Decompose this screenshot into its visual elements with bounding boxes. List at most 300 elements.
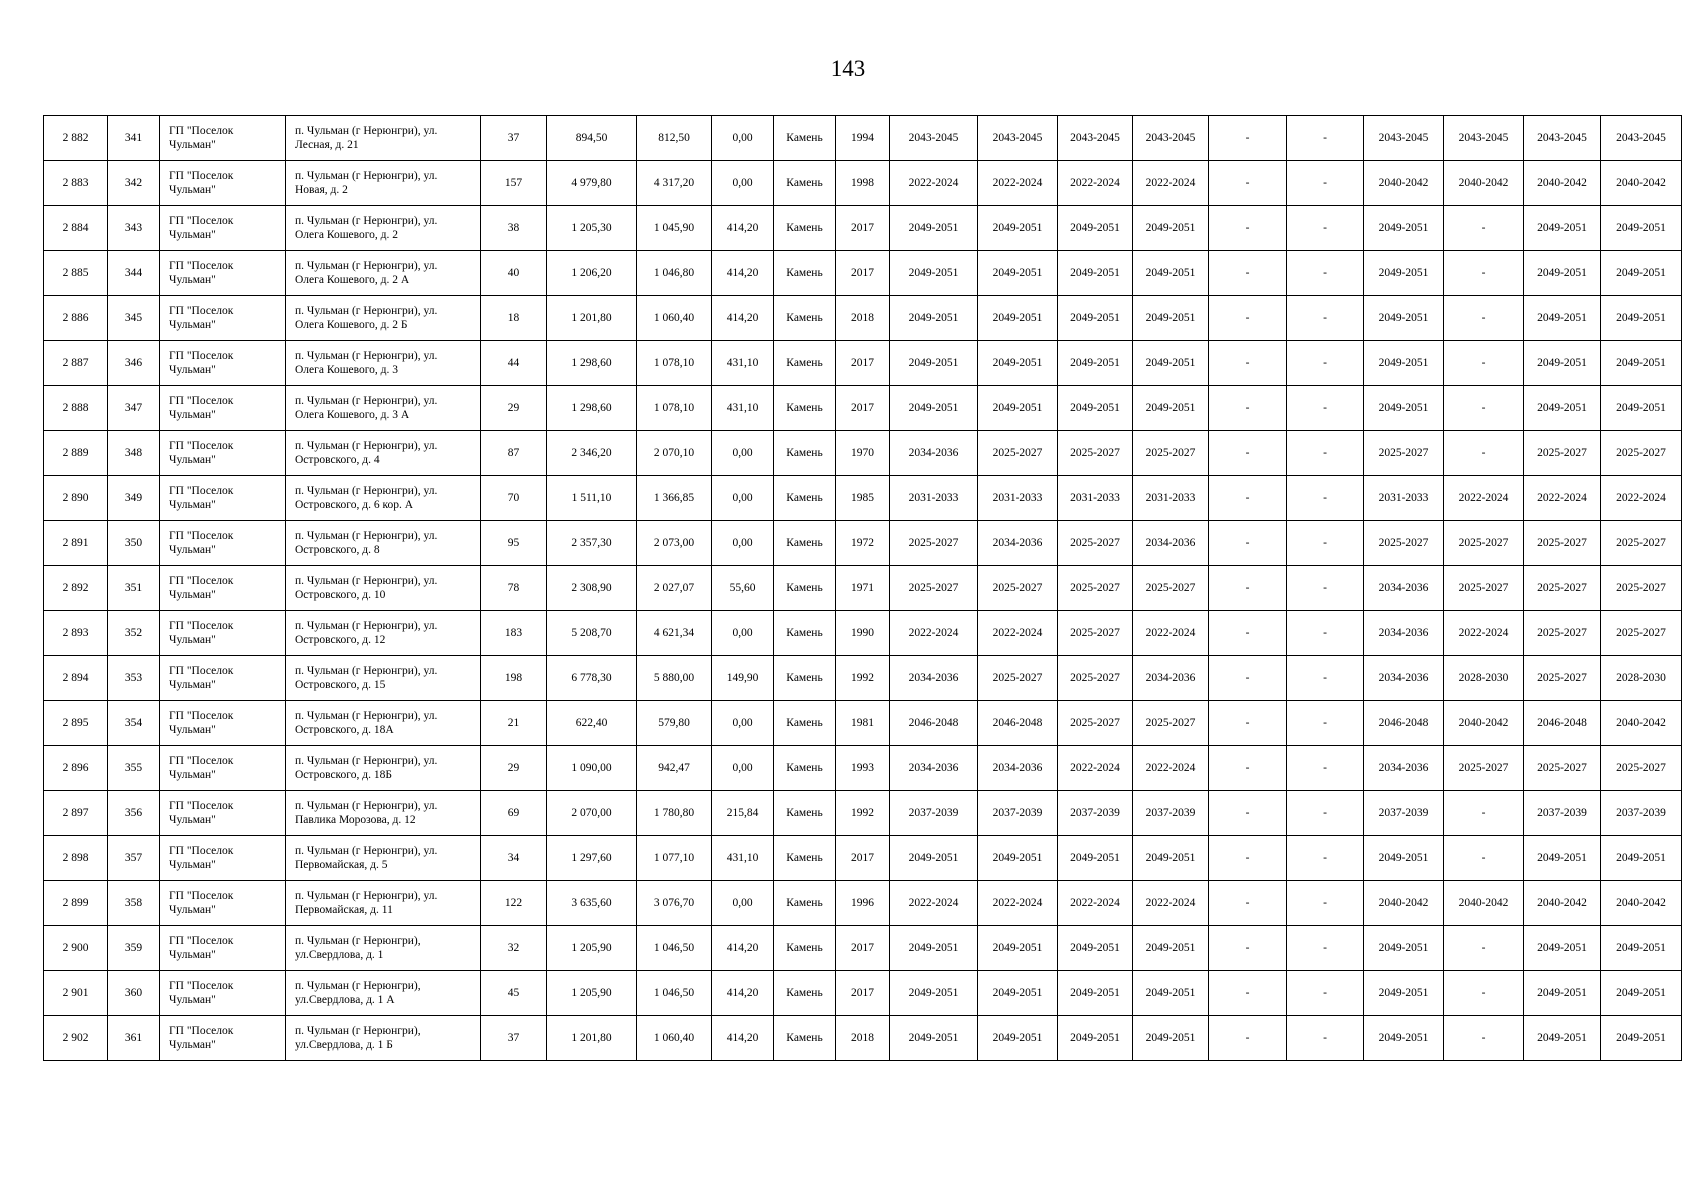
cell-period-3: 2049-2051	[1058, 386, 1133, 431]
cell-wall-material: Камень	[774, 881, 836, 926]
cell-period-3: 2049-2051	[1058, 971, 1133, 1016]
cell-period-10: 2049-2051	[1601, 251, 1682, 296]
cell-wall-material: Камень	[774, 296, 836, 341]
cell-municipality: ГП "Поселок Чульман"	[160, 746, 286, 791]
cell-year-built: 2018	[836, 1016, 890, 1061]
cell-period-5: -	[1209, 1016, 1287, 1061]
cell-year-built: 1990	[836, 611, 890, 656]
cell-address: п. Чульман (г Нерюнгри), ул. Олега Кошевого, д. 2 Б	[286, 296, 481, 341]
cell-period-2: 2049-2051	[978, 206, 1058, 251]
cell-period-9: 2025-2027	[1524, 656, 1601, 701]
cell-period-6: -	[1287, 611, 1364, 656]
table-row	[44, 341, 1682, 386]
cell-period-10: 2025-2027	[1601, 521, 1682, 566]
cell-period-2: 2025-2027	[978, 656, 1058, 701]
table-row	[44, 251, 1682, 296]
cell-period-1: 2022-2024	[890, 161, 978, 206]
cell-living-area: 1 366,85	[637, 476, 712, 521]
cell-period-10: 2049-2051	[1601, 206, 1682, 251]
cell-period-3: 2022-2024	[1058, 161, 1133, 206]
cell-period-8: 2040-2042	[1444, 701, 1524, 746]
cell-period-7: 2034-2036	[1364, 566, 1444, 611]
cell-period-3: 2049-2051	[1058, 836, 1133, 881]
cell-row-number: 2 891	[44, 521, 108, 566]
cell-period-8: 2025-2027	[1444, 566, 1524, 611]
cell-total-area: 1 298,60	[547, 386, 637, 431]
cell-period-5: -	[1209, 611, 1287, 656]
cell-period-9: 2049-2051	[1524, 1016, 1601, 1061]
table-body	[44, 116, 1682, 1061]
cell-period-5: -	[1209, 836, 1287, 881]
cell-wall-material: Камень	[774, 926, 836, 971]
cell-living-area: 1 078,10	[637, 341, 712, 386]
cell-address: п. Чульман (г Нерюнгри), ул. Павлика Морозова, д. 12	[286, 791, 481, 836]
table-row	[44, 1016, 1682, 1061]
cell-period-1: 2049-2051	[890, 1016, 978, 1061]
cell-period-7: 2049-2051	[1364, 1016, 1444, 1061]
cell-wall-material: Камень	[774, 611, 836, 656]
cell-period-2: 2049-2051	[978, 1016, 1058, 1061]
cell-non-residential-area: 414,20	[712, 296, 774, 341]
cell-period-3: 2025-2027	[1058, 701, 1133, 746]
table-row	[44, 296, 1682, 341]
cell-period-4: 2049-2051	[1133, 386, 1209, 431]
cell-period-5: -	[1209, 656, 1287, 701]
cell-period-4: 2034-2036	[1133, 521, 1209, 566]
cell-period-7: 2049-2051	[1364, 971, 1444, 1016]
cell-period-4: 2022-2024	[1133, 746, 1209, 791]
cell-year-built: 1972	[836, 521, 890, 566]
cell-period-8: 2028-2030	[1444, 656, 1524, 701]
cell-period-5: -	[1209, 116, 1287, 161]
cell-period-6: -	[1287, 251, 1364, 296]
cell-wall-material: Камень	[774, 341, 836, 386]
cell-period-3: 2049-2051	[1058, 296, 1133, 341]
cell-non-residential-area: 0,00	[712, 476, 774, 521]
cell-period-10: 2049-2051	[1601, 341, 1682, 386]
cell-non-residential-area: 431,10	[712, 836, 774, 881]
cell-total-area: 1 205,30	[547, 206, 637, 251]
cell-municipality: ГП "Поселок Чульман"	[160, 206, 286, 251]
cell-period-5: -	[1209, 881, 1287, 926]
cell-period-2: 2046-2048	[978, 701, 1058, 746]
cell-address: п. Чульман (г Нерюнгри), ул. Олега Кошевого, д. 3 А	[286, 386, 481, 431]
cell-period-5: -	[1209, 971, 1287, 1016]
cell-item-number: 351	[108, 566, 160, 611]
cell-period-10: 2049-2051	[1601, 926, 1682, 971]
cell-municipality: ГП "Поселок Чульман"	[160, 161, 286, 206]
cell-period-9: 2025-2027	[1524, 746, 1601, 791]
cell-living-area: 2 027,07	[637, 566, 712, 611]
cell-item-number: 355	[108, 746, 160, 791]
cell-wall-material: Камень	[774, 836, 836, 881]
cell-living-area: 1 060,40	[637, 1016, 712, 1061]
cell-period-5: -	[1209, 296, 1287, 341]
cell-period-6: -	[1287, 341, 1364, 386]
cell-year-built: 2017	[836, 341, 890, 386]
cell-living-area: 1 046,50	[637, 971, 712, 1016]
cell-apartments-count: 157	[481, 161, 547, 206]
cell-period-5: -	[1209, 206, 1287, 251]
cell-period-7: 2046-2048	[1364, 701, 1444, 746]
cell-period-3: 2049-2051	[1058, 206, 1133, 251]
cell-total-area: 4 979,80	[547, 161, 637, 206]
cell-period-4: 2022-2024	[1133, 881, 1209, 926]
table-row	[44, 386, 1682, 431]
cell-period-3: 2049-2051	[1058, 251, 1133, 296]
cell-apartments-count: 95	[481, 521, 547, 566]
cell-period-3: 2025-2027	[1058, 656, 1133, 701]
cell-municipality: ГП "Поселок Чульман"	[160, 791, 286, 836]
cell-total-area: 2 357,30	[547, 521, 637, 566]
cell-period-7: 2049-2051	[1364, 296, 1444, 341]
cell-period-4: 2037-2039	[1133, 791, 1209, 836]
cell-period-2: 2022-2024	[978, 611, 1058, 656]
cell-period-3: 2022-2024	[1058, 746, 1133, 791]
cell-total-area: 1 205,90	[547, 971, 637, 1016]
cell-apartments-count: 21	[481, 701, 547, 746]
cell-apartments-count: 122	[481, 881, 547, 926]
cell-period-1: 2025-2027	[890, 566, 978, 611]
cell-wall-material: Камень	[774, 656, 836, 701]
cell-total-area: 1 297,60	[547, 836, 637, 881]
cell-year-built: 2017	[836, 926, 890, 971]
cell-total-area: 1 201,80	[547, 296, 637, 341]
cell-apartments-count: 198	[481, 656, 547, 701]
cell-period-10: 2049-2051	[1601, 296, 1682, 341]
cell-year-built: 1992	[836, 791, 890, 836]
cell-total-area: 1 205,90	[547, 926, 637, 971]
cell-wall-material: Камень	[774, 791, 836, 836]
cell-period-3: 2022-2024	[1058, 881, 1133, 926]
cell-period-6: -	[1287, 521, 1364, 566]
cell-wall-material: Камень	[774, 206, 836, 251]
cell-item-number: 360	[108, 971, 160, 1016]
cell-period-9: 2049-2051	[1524, 836, 1601, 881]
cell-non-residential-area: 414,20	[712, 926, 774, 971]
cell-period-7: 2049-2051	[1364, 341, 1444, 386]
cell-period-1: 2049-2051	[890, 296, 978, 341]
cell-period-7: 2040-2042	[1364, 161, 1444, 206]
cell-period-4: 2034-2036	[1133, 656, 1209, 701]
cell-address: п. Чульман (г Нерюнгри), ул. Островского, д. 6 кор. А	[286, 476, 481, 521]
cell-non-residential-area: 55,60	[712, 566, 774, 611]
cell-non-residential-area: 431,10	[712, 386, 774, 431]
cell-apartments-count: 69	[481, 791, 547, 836]
cell-item-number: 344	[108, 251, 160, 296]
cell-municipality: ГП "Поселок Чульман"	[160, 296, 286, 341]
page-number: 143	[830, 56, 866, 81]
cell-period-8: 2025-2027	[1444, 746, 1524, 791]
cell-total-area: 2 308,90	[547, 566, 637, 611]
cell-period-4: 2025-2027	[1133, 566, 1209, 611]
cell-period-6: -	[1287, 476, 1364, 521]
cell-period-4: 2049-2051	[1133, 251, 1209, 296]
cell-non-residential-area: 0,00	[712, 431, 774, 476]
cell-period-2: 2025-2027	[978, 431, 1058, 476]
cell-period-8: -	[1444, 251, 1524, 296]
cell-period-10: 2049-2051	[1601, 386, 1682, 431]
cell-living-area: 4 621,34	[637, 611, 712, 656]
cell-year-built: 1993	[836, 746, 890, 791]
cell-living-area: 1 780,80	[637, 791, 712, 836]
cell-non-residential-area: 0,00	[712, 881, 774, 926]
cell-period-9: 2037-2039	[1524, 791, 1601, 836]
cell-item-number: 358	[108, 881, 160, 926]
cell-address: п. Чульман (г Нерюнгри), ул. Первомайская, д. 5	[286, 836, 481, 881]
cell-wall-material: Камень	[774, 701, 836, 746]
cell-period-8: -	[1444, 971, 1524, 1016]
cell-period-9: 2025-2027	[1524, 521, 1601, 566]
cell-period-7: 2049-2051	[1364, 386, 1444, 431]
cell-municipality: ГП "Поселок Чульман"	[160, 341, 286, 386]
cell-item-number: 346	[108, 341, 160, 386]
cell-municipality: ГП "Поселок Чульман"	[160, 971, 286, 1016]
cell-living-area: 1 060,40	[637, 296, 712, 341]
cell-item-number: 349	[108, 476, 160, 521]
cell-period-1: 2034-2036	[890, 746, 978, 791]
cell-period-6: -	[1287, 431, 1364, 476]
cell-period-6: -	[1287, 116, 1364, 161]
cell-period-7: 2049-2051	[1364, 206, 1444, 251]
cell-row-number: 2 901	[44, 971, 108, 1016]
cell-row-number: 2 885	[44, 251, 108, 296]
cell-period-3: 2025-2027	[1058, 566, 1133, 611]
cell-period-2: 2034-2036	[978, 746, 1058, 791]
cell-period-2: 2049-2051	[978, 341, 1058, 386]
cell-period-4: 2049-2051	[1133, 296, 1209, 341]
cell-period-8: -	[1444, 791, 1524, 836]
cell-period-4: 2049-2051	[1133, 341, 1209, 386]
cell-period-2: 2022-2024	[978, 161, 1058, 206]
cell-period-10: 2049-2051	[1601, 971, 1682, 1016]
cell-period-8: 2022-2024	[1444, 611, 1524, 656]
cell-period-8: -	[1444, 386, 1524, 431]
cell-period-3: 2037-2039	[1058, 791, 1133, 836]
housing-registry-table	[43, 115, 1682, 1061]
cell-period-1: 2049-2051	[890, 206, 978, 251]
cell-municipality: ГП "Поселок Чульман"	[160, 521, 286, 566]
cell-period-5: -	[1209, 341, 1287, 386]
cell-period-9: 2049-2051	[1524, 341, 1601, 386]
cell-item-number: 353	[108, 656, 160, 701]
cell-period-7: 2034-2036	[1364, 746, 1444, 791]
cell-year-built: 2017	[836, 836, 890, 881]
cell-period-8: -	[1444, 341, 1524, 386]
cell-municipality: ГП "Поселок Чульман"	[160, 251, 286, 296]
cell-item-number: 359	[108, 926, 160, 971]
cell-row-number: 2 884	[44, 206, 108, 251]
cell-year-built: 2017	[836, 251, 890, 296]
cell-period-9: 2040-2042	[1524, 161, 1601, 206]
table-row	[44, 836, 1682, 881]
cell-apartments-count: 34	[481, 836, 547, 881]
cell-wall-material: Камень	[774, 116, 836, 161]
cell-address: п. Чульман (г Нерюнгри), ул. Олега Кошевого, д. 2 А	[286, 251, 481, 296]
cell-living-area: 942,47	[637, 746, 712, 791]
cell-year-built: 2017	[836, 206, 890, 251]
cell-item-number: 356	[108, 791, 160, 836]
cell-period-2: 2043-2045	[978, 116, 1058, 161]
cell-total-area: 894,50	[547, 116, 637, 161]
cell-period-9: 2049-2051	[1524, 296, 1601, 341]
cell-period-4: 2025-2027	[1133, 701, 1209, 746]
cell-address: п. Чульман (г Нерюнгри), ул.Свердлова, д. 1 Б	[286, 1016, 481, 1061]
cell-period-8: -	[1444, 836, 1524, 881]
cell-non-residential-area: 414,20	[712, 971, 774, 1016]
cell-period-5: -	[1209, 161, 1287, 206]
cell-period-10: 2037-2039	[1601, 791, 1682, 836]
cell-period-10: 2049-2051	[1601, 1016, 1682, 1061]
cell-address: п. Чульман (г Нерюнгри), ул. Островского, д. 15	[286, 656, 481, 701]
cell-period-8: -	[1444, 206, 1524, 251]
cell-item-number: 341	[108, 116, 160, 161]
cell-period-8: -	[1444, 926, 1524, 971]
cell-period-8: -	[1444, 1016, 1524, 1061]
cell-period-3: 2031-2033	[1058, 476, 1133, 521]
cell-period-3: 2049-2051	[1058, 926, 1133, 971]
cell-row-number: 2 897	[44, 791, 108, 836]
cell-municipality: ГП "Поселок Чульман"	[160, 386, 286, 431]
cell-living-area: 2 070,10	[637, 431, 712, 476]
cell-period-5: -	[1209, 746, 1287, 791]
cell-item-number: 348	[108, 431, 160, 476]
cell-row-number: 2 898	[44, 836, 108, 881]
cell-period-6: -	[1287, 926, 1364, 971]
cell-living-area: 2 073,00	[637, 521, 712, 566]
cell-non-residential-area: 414,20	[712, 206, 774, 251]
cell-period-1: 2049-2051	[890, 836, 978, 881]
cell-address: п. Чульман (г Нерюнгри), ул. Первомайская, д. 11	[286, 881, 481, 926]
cell-item-number: 352	[108, 611, 160, 656]
table-row	[44, 206, 1682, 251]
cell-wall-material: Камень	[774, 566, 836, 611]
cell-period-8: -	[1444, 296, 1524, 341]
cell-period-2: 2031-2033	[978, 476, 1058, 521]
cell-row-number: 2 892	[44, 566, 108, 611]
cell-municipality: ГП "Поселок Чульман"	[160, 881, 286, 926]
cell-period-9: 2025-2027	[1524, 431, 1601, 476]
cell-non-residential-area: 414,20	[712, 1016, 774, 1061]
cell-item-number: 350	[108, 521, 160, 566]
cell-period-1: 2049-2051	[890, 926, 978, 971]
cell-period-7: 2049-2051	[1364, 926, 1444, 971]
cell-period-4: 2049-2051	[1133, 926, 1209, 971]
cell-period-9: 2049-2051	[1524, 386, 1601, 431]
cell-year-built: 1981	[836, 701, 890, 746]
cell-period-1: 2049-2051	[890, 386, 978, 431]
cell-non-residential-area: 0,00	[712, 116, 774, 161]
cell-period-5: -	[1209, 701, 1287, 746]
cell-period-1: 2031-2033	[890, 476, 978, 521]
cell-municipality: ГП "Поселок Чульман"	[160, 476, 286, 521]
cell-period-4: 2049-2051	[1133, 836, 1209, 881]
cell-wall-material: Камень	[774, 386, 836, 431]
cell-address: п. Чульман (г Нерюнгри), ул. Лесная, д. 21	[286, 116, 481, 161]
cell-apartments-count: 18	[481, 296, 547, 341]
cell-non-residential-area: 0,00	[712, 521, 774, 566]
cell-period-2: 2037-2039	[978, 791, 1058, 836]
cell-row-number: 2 889	[44, 431, 108, 476]
cell-total-area: 2 346,20	[547, 431, 637, 476]
cell-apartments-count: 44	[481, 341, 547, 386]
cell-address: п. Чульман (г Нерюнгри), ул. Островского, д. 18А	[286, 701, 481, 746]
cell-non-residential-area: 149,90	[712, 656, 774, 701]
cell-period-7: 2040-2042	[1364, 881, 1444, 926]
cell-period-7: 2037-2039	[1364, 791, 1444, 836]
cell-period-10: 2025-2027	[1601, 611, 1682, 656]
cell-period-6: -	[1287, 836, 1364, 881]
cell-non-residential-area: 215,84	[712, 791, 774, 836]
cell-period-1: 2034-2036	[890, 431, 978, 476]
cell-period-8: 2040-2042	[1444, 161, 1524, 206]
cell-apartments-count: 87	[481, 431, 547, 476]
cell-period-6: -	[1287, 1016, 1364, 1061]
cell-period-9: 2025-2027	[1524, 611, 1601, 656]
cell-period-6: -	[1287, 386, 1364, 431]
cell-item-number: 357	[108, 836, 160, 881]
cell-living-area: 1 046,80	[637, 251, 712, 296]
cell-address: п. Чульман (г Нерюнгри), ул. Островского, д. 8	[286, 521, 481, 566]
table-row	[44, 701, 1682, 746]
cell-living-area: 3 076,70	[637, 881, 712, 926]
cell-period-4: 2031-2033	[1133, 476, 1209, 521]
cell-municipality: ГП "Поселок Чульман"	[160, 656, 286, 701]
cell-row-number: 2 883	[44, 161, 108, 206]
cell-period-6: -	[1287, 206, 1364, 251]
table-row	[44, 566, 1682, 611]
cell-period-4: 2049-2051	[1133, 971, 1209, 1016]
cell-non-residential-area: 0,00	[712, 746, 774, 791]
cell-apartments-count: 32	[481, 926, 547, 971]
cell-row-number: 2 902	[44, 1016, 108, 1061]
cell-period-5: -	[1209, 251, 1287, 296]
table-row	[44, 746, 1682, 791]
cell-address: п. Чульман (г Нерюнгри), ул.Свердлова, д. 1	[286, 926, 481, 971]
cell-living-area: 1 077,10	[637, 836, 712, 881]
cell-period-8: 2025-2027	[1444, 521, 1524, 566]
cell-period-3: 2043-2045	[1058, 116, 1133, 161]
cell-period-4: 2022-2024	[1133, 611, 1209, 656]
cell-wall-material: Камень	[774, 521, 836, 566]
cell-wall-material: Камень	[774, 251, 836, 296]
cell-period-4: 2043-2045	[1133, 116, 1209, 161]
cell-non-residential-area: 0,00	[712, 161, 774, 206]
cell-row-number: 2 890	[44, 476, 108, 521]
cell-non-residential-area: 431,10	[712, 341, 774, 386]
cell-period-1: 2022-2024	[890, 611, 978, 656]
cell-period-1: 2043-2045	[890, 116, 978, 161]
cell-apartments-count: 38	[481, 206, 547, 251]
cell-period-2: 2025-2027	[978, 566, 1058, 611]
cell-total-area: 2 070,00	[547, 791, 637, 836]
cell-row-number: 2 893	[44, 611, 108, 656]
cell-item-number: 347	[108, 386, 160, 431]
cell-period-6: -	[1287, 746, 1364, 791]
cell-address: п. Чульман (г Нерюнгри), ул. Островского, д. 18Б	[286, 746, 481, 791]
cell-period-9: 2046-2048	[1524, 701, 1601, 746]
cell-municipality: ГП "Поселок Чульман"	[160, 611, 286, 656]
cell-period-4: 2022-2024	[1133, 161, 1209, 206]
cell-period-6: -	[1287, 296, 1364, 341]
cell-period-3: 2049-2051	[1058, 341, 1133, 386]
cell-period-10: 2040-2042	[1601, 701, 1682, 746]
cell-period-10: 2025-2027	[1601, 746, 1682, 791]
cell-municipality: ГП "Поселок Чульман"	[160, 566, 286, 611]
cell-year-built: 1996	[836, 881, 890, 926]
cell-apartments-count: 183	[481, 611, 547, 656]
cell-row-number: 2 882	[44, 116, 108, 161]
